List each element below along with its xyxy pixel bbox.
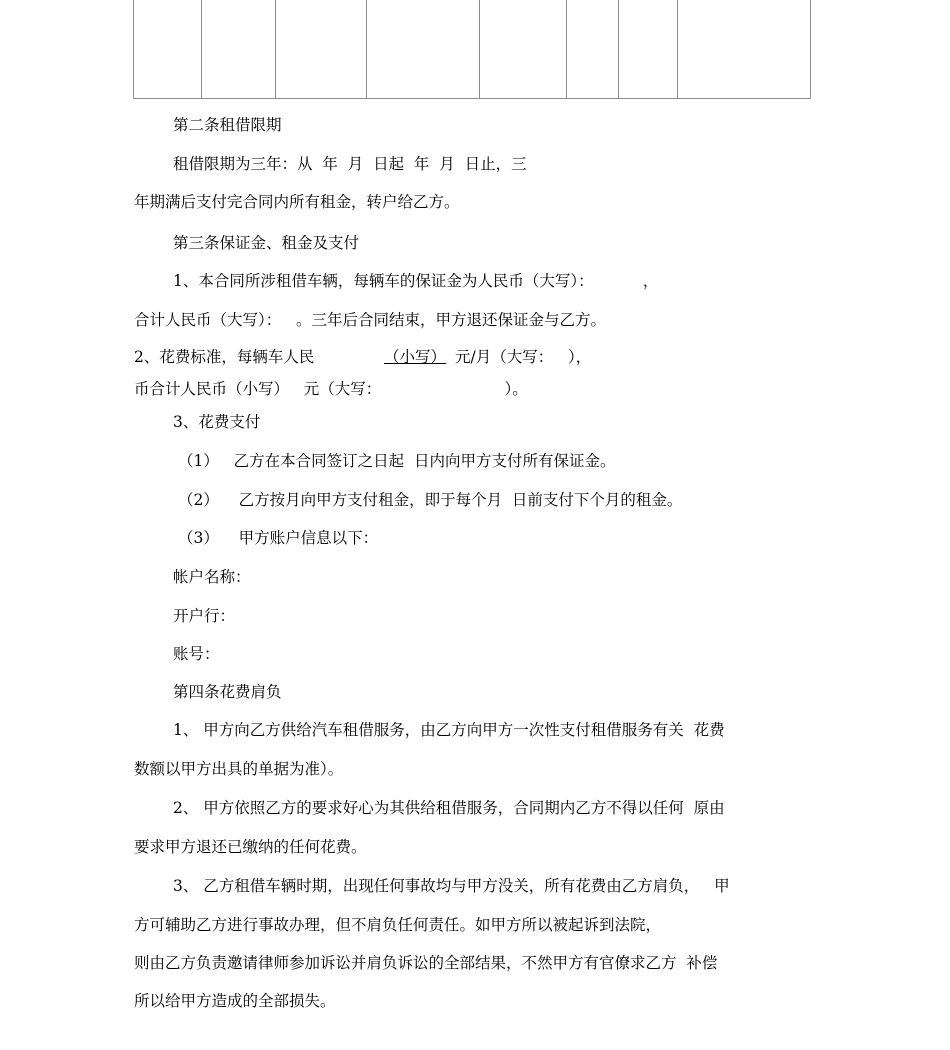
article-4-heading: 第四条花费肩负 (173, 683, 282, 701)
paragraph-line: 1、 甲方向乙方供给汽车租借服务，由乙方向甲方一次性支付租借服务有关 花费 (173, 721, 725, 739)
account-name-label: 帐户名称： (173, 568, 251, 586)
account-number-label: 账号： (173, 645, 220, 663)
paragraph-line: 数额以甲方出具的单据为准）。 (134, 760, 344, 778)
table-column-divider (566, 0, 567, 98)
table-column-divider (366, 0, 367, 98)
paragraph-line: 租借限期为三年：从 年 月 日起 年 月 日止，三 (173, 155, 527, 173)
paragraph-line: 方可辅助乙方进行事故办理，但不肩负任何责任。如甲方所以被起诉到法院， (134, 916, 662, 934)
paragraph-line: 要求甲方退还已缴纳的任何花费。 (134, 838, 367, 856)
table-column-divider (677, 0, 678, 98)
paragraph-line: 3、 乙方租借车辆时期，出现任何事故均与甲方没关，所有花费由乙方肩负， 甲 (173, 877, 730, 895)
article-2-heading: 第二条租借限期 (173, 116, 282, 134)
paragraph-line: 年期满后支付完合同内所有租金，转户给乙方。 (134, 193, 460, 211)
paragraph-line: 2、 甲方依照乙方的要求好心为其供给租借服务，合同期内乙方不得以任何 原由 (173, 799, 725, 817)
paragraph-line: 元/月（大写： ）， (455, 348, 592, 366)
paragraph-line: 则由乙方负责邀请律师参加诉讼并肩负诉讼的全部结果，不然甲方有官僚求乙方 补偿 (134, 954, 718, 972)
paragraph-line: 币合计人民币（小写） 元（大写： ）。 (134, 380, 528, 398)
underlined-text: （小写） (384, 348, 447, 366)
table-column-divider (275, 0, 276, 98)
paragraph-line: 合计人民币（大写）： 。三年后合同结束，甲方退还保证金与乙方。 (134, 311, 607, 329)
table-column-divider (618, 0, 619, 98)
table-column-divider (479, 0, 480, 98)
list-item: （2） 乙方按月向甲方支付租金，即于每个月 日前支付下个月的租金。 (178, 491, 683, 509)
table-fragment (133, 0, 811, 99)
list-item: （3） 甲方账户信息以下： (178, 529, 379, 547)
section-heading: 3、花费支付 (173, 413, 261, 431)
bank-label: 开户行： (173, 607, 236, 625)
paragraph-line: 2、花费标准，每辆车人民 (134, 348, 315, 366)
paragraph-line: 1、本合同所涉租借车辆，每辆车的保证金为人民币（大写）： ， (173, 272, 659, 290)
article-3-heading: 第三条保证金、租金及支付 (173, 234, 360, 252)
paragraph-line: 所以给甲方造成的全部损失。 (134, 992, 336, 1010)
table-column-divider (201, 0, 202, 98)
list-item: （1） 乙方在本合同签订之日起 日内向甲方支付所有保证金。 (178, 452, 616, 470)
